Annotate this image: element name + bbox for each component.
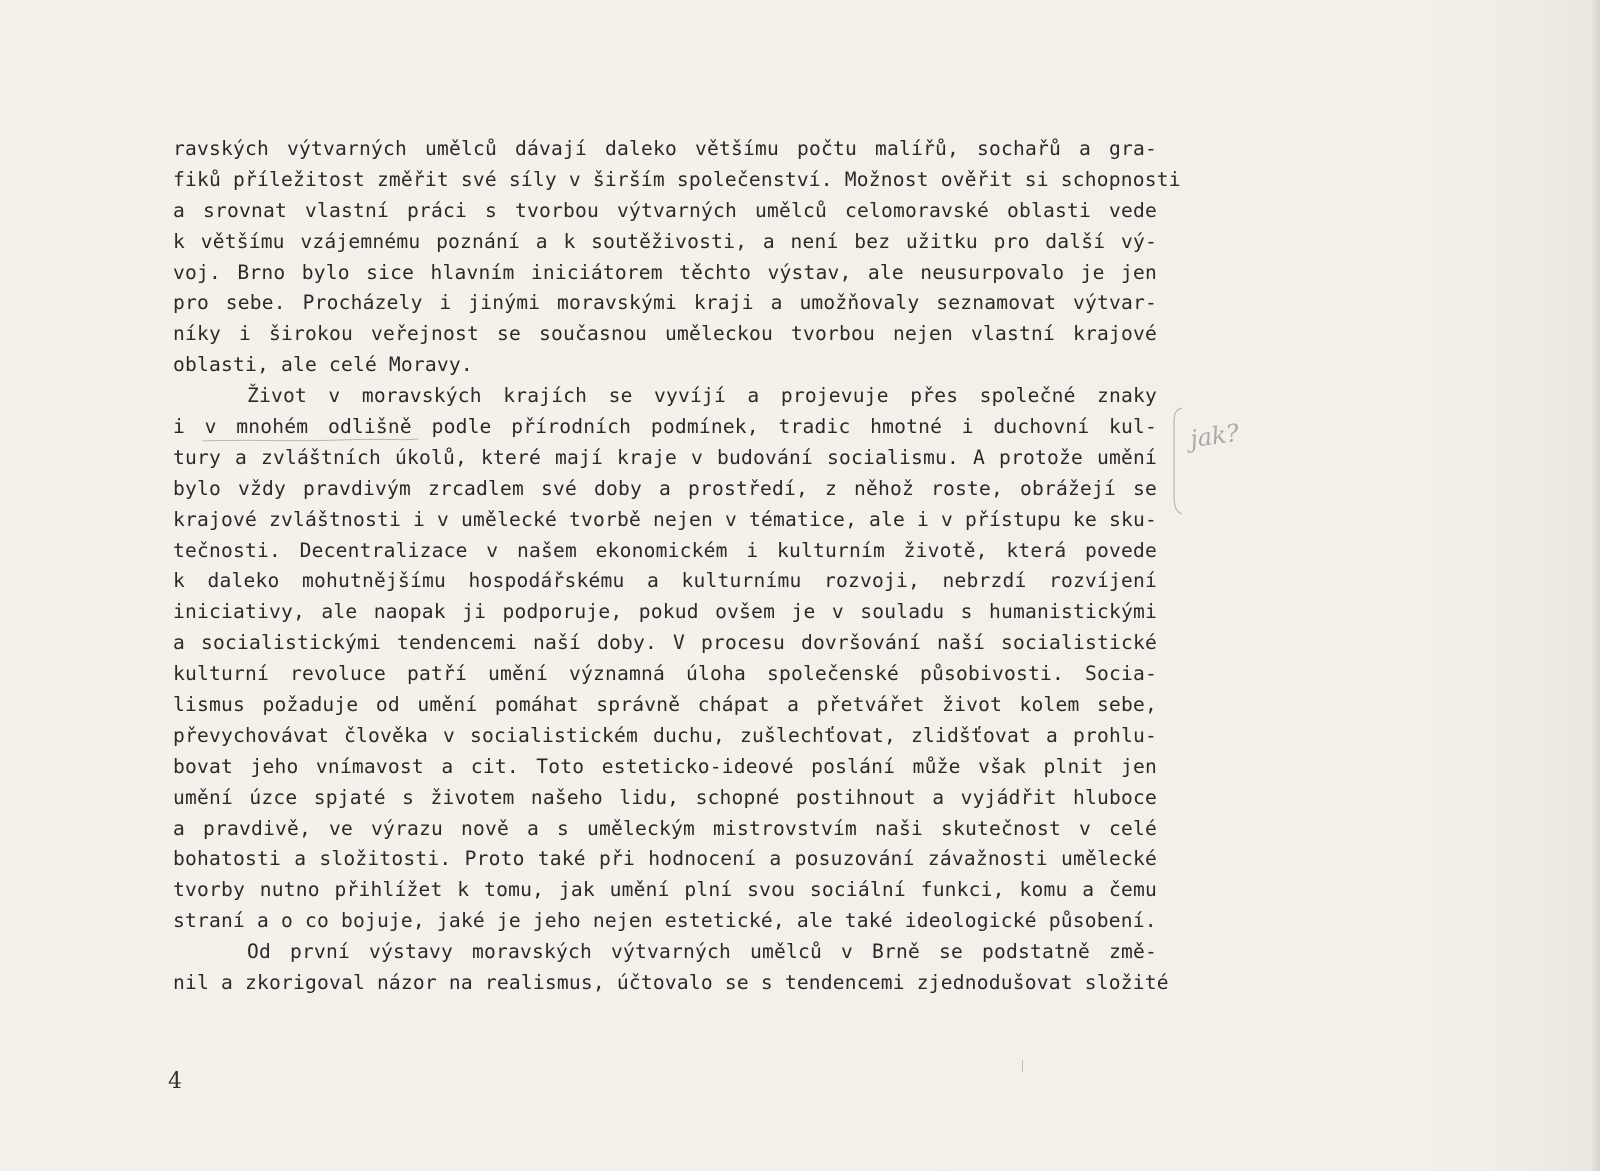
text-line: krajové zvláštnosti i v umělecké tvorbě nejen v tématice, ale i v přístupu ke sku- bbox=[173, 507, 1157, 531]
text-line: a socialistickými tendencemi naší doby. V procesu dovršování naší socialistické bbox=[173, 631, 1157, 655]
paragraph-end-line: oblasti, ale celé Moravy. bbox=[173, 353, 473, 377]
paragraph-start-line: Život v moravských krajích se vyvíjí a projevuje přes společné znaky bbox=[247, 384, 1157, 408]
body-text bbox=[173, 134, 1181, 999]
text-line: bohatosti a složitosti. Proto také při hodnocení a posuzování závažnosti umělecké bbox=[173, 847, 1157, 871]
text-line: i v mnohém odlišně podle přírodních podmínek, tradic hmotné i duchovní kul- bbox=[173, 415, 1157, 439]
paragraph-start-line: Od první výstavy moravských výtvarných umělců v Brně se podstatně změ- bbox=[247, 940, 1157, 964]
text-line: níky i širokou veřejnost se současnou uměleckou tvorbou nejen vlastní krajové bbox=[173, 322, 1157, 346]
text-line: bovat jeho vnímavost a cit. Toto esteticko-ideové poslání může však plnit jen bbox=[173, 754, 1157, 778]
text-line: k většímu vzájemnému poznání a k soutěživosti, a není bez užitku pro další vý- bbox=[173, 229, 1157, 253]
pencil-tick-mark bbox=[1022, 1060, 1023, 1072]
page-edge-shadow bbox=[1592, 0, 1600, 1171]
bracket-icon bbox=[1168, 406, 1188, 516]
text-line: ravských výtvarných umělců dávají daleko většímu počtu malířů, sochařů a gra- bbox=[173, 137, 1157, 160]
text-line: kulturní revoluce patří umění významná úloha společenské působivosti. Socia- bbox=[173, 662, 1157, 686]
margin-note-text: jak? bbox=[1188, 418, 1241, 454]
text-line: iniciativy, ale naopak ji podporuje, pokud ovšem je v souladu s humanistickými bbox=[173, 600, 1157, 624]
text-line: tečnosti. Decentralizace v našem ekonomickém i kulturním životě, která povede bbox=[173, 538, 1157, 562]
page-number: 4 bbox=[168, 1069, 182, 1094]
text-line: k daleko mohutnějšímu hospodářskému a kulturnímu rozvoji, nebrzdí rozvíjení bbox=[173, 569, 1157, 593]
text-line: bylo vždy pravdivým zrcadlem své doby a prostředí, z něhož roste, obrážejí se bbox=[173, 476, 1157, 500]
text-line: nil a zkorigoval názor na realismus, účtovalo se s tendencemi zjednodušovat složité bbox=[173, 971, 1169, 995]
text-line: voj. Brno bylo sice hlavním iniciátorem těchto výstav, ale neusurpovalo je jen bbox=[173, 260, 1157, 284]
handwritten-margin-note bbox=[1168, 406, 1248, 516]
text-line: tvorby nutno přihlížet k tomu, jak umění plní svou sociální funkci, komu a čemu bbox=[173, 878, 1157, 902]
text-line: lismus požaduje od umění pomáhat správně chápat a přetvářet život kolem sebe, bbox=[173, 693, 1157, 717]
text-line: fiků příležitost změřit své síly v širším společenství. Možnost ověřit si schopnosti bbox=[173, 167, 1181, 191]
text-line: a pravdivě, ve výrazu nově a s uměleckým mistrovstvím naši skutečnost v celé bbox=[173, 816, 1157, 840]
paragraph-end-line: straní a o co bojuje, jaké je jeho nejen estetické, ale také ideologické působení. bbox=[173, 909, 1157, 933]
text-line: a srovnat vlastní práci s tvorbou výtvarných umělců celomoravské oblasti vede bbox=[173, 198, 1157, 222]
text-line: pro sebe. Procházely i jinými moravskými kraji a umožňovaly seznamovat výtvar- bbox=[173, 291, 1157, 315]
text-line: tury a zvláštních úkolů, které mají kraje v budování socialismu. A protože umění bbox=[173, 445, 1157, 469]
text-line: převychovávat člověka v socialistickém duchu, zušlechťovat, zlidšťovat a prohlu- bbox=[173, 723, 1157, 747]
pencil-underline-mark bbox=[200, 435, 420, 445]
text-line: umění úzce spjaté s životem našeho lidu, schopné postihnout a vyjádřit hluboce bbox=[173, 785, 1157, 809]
